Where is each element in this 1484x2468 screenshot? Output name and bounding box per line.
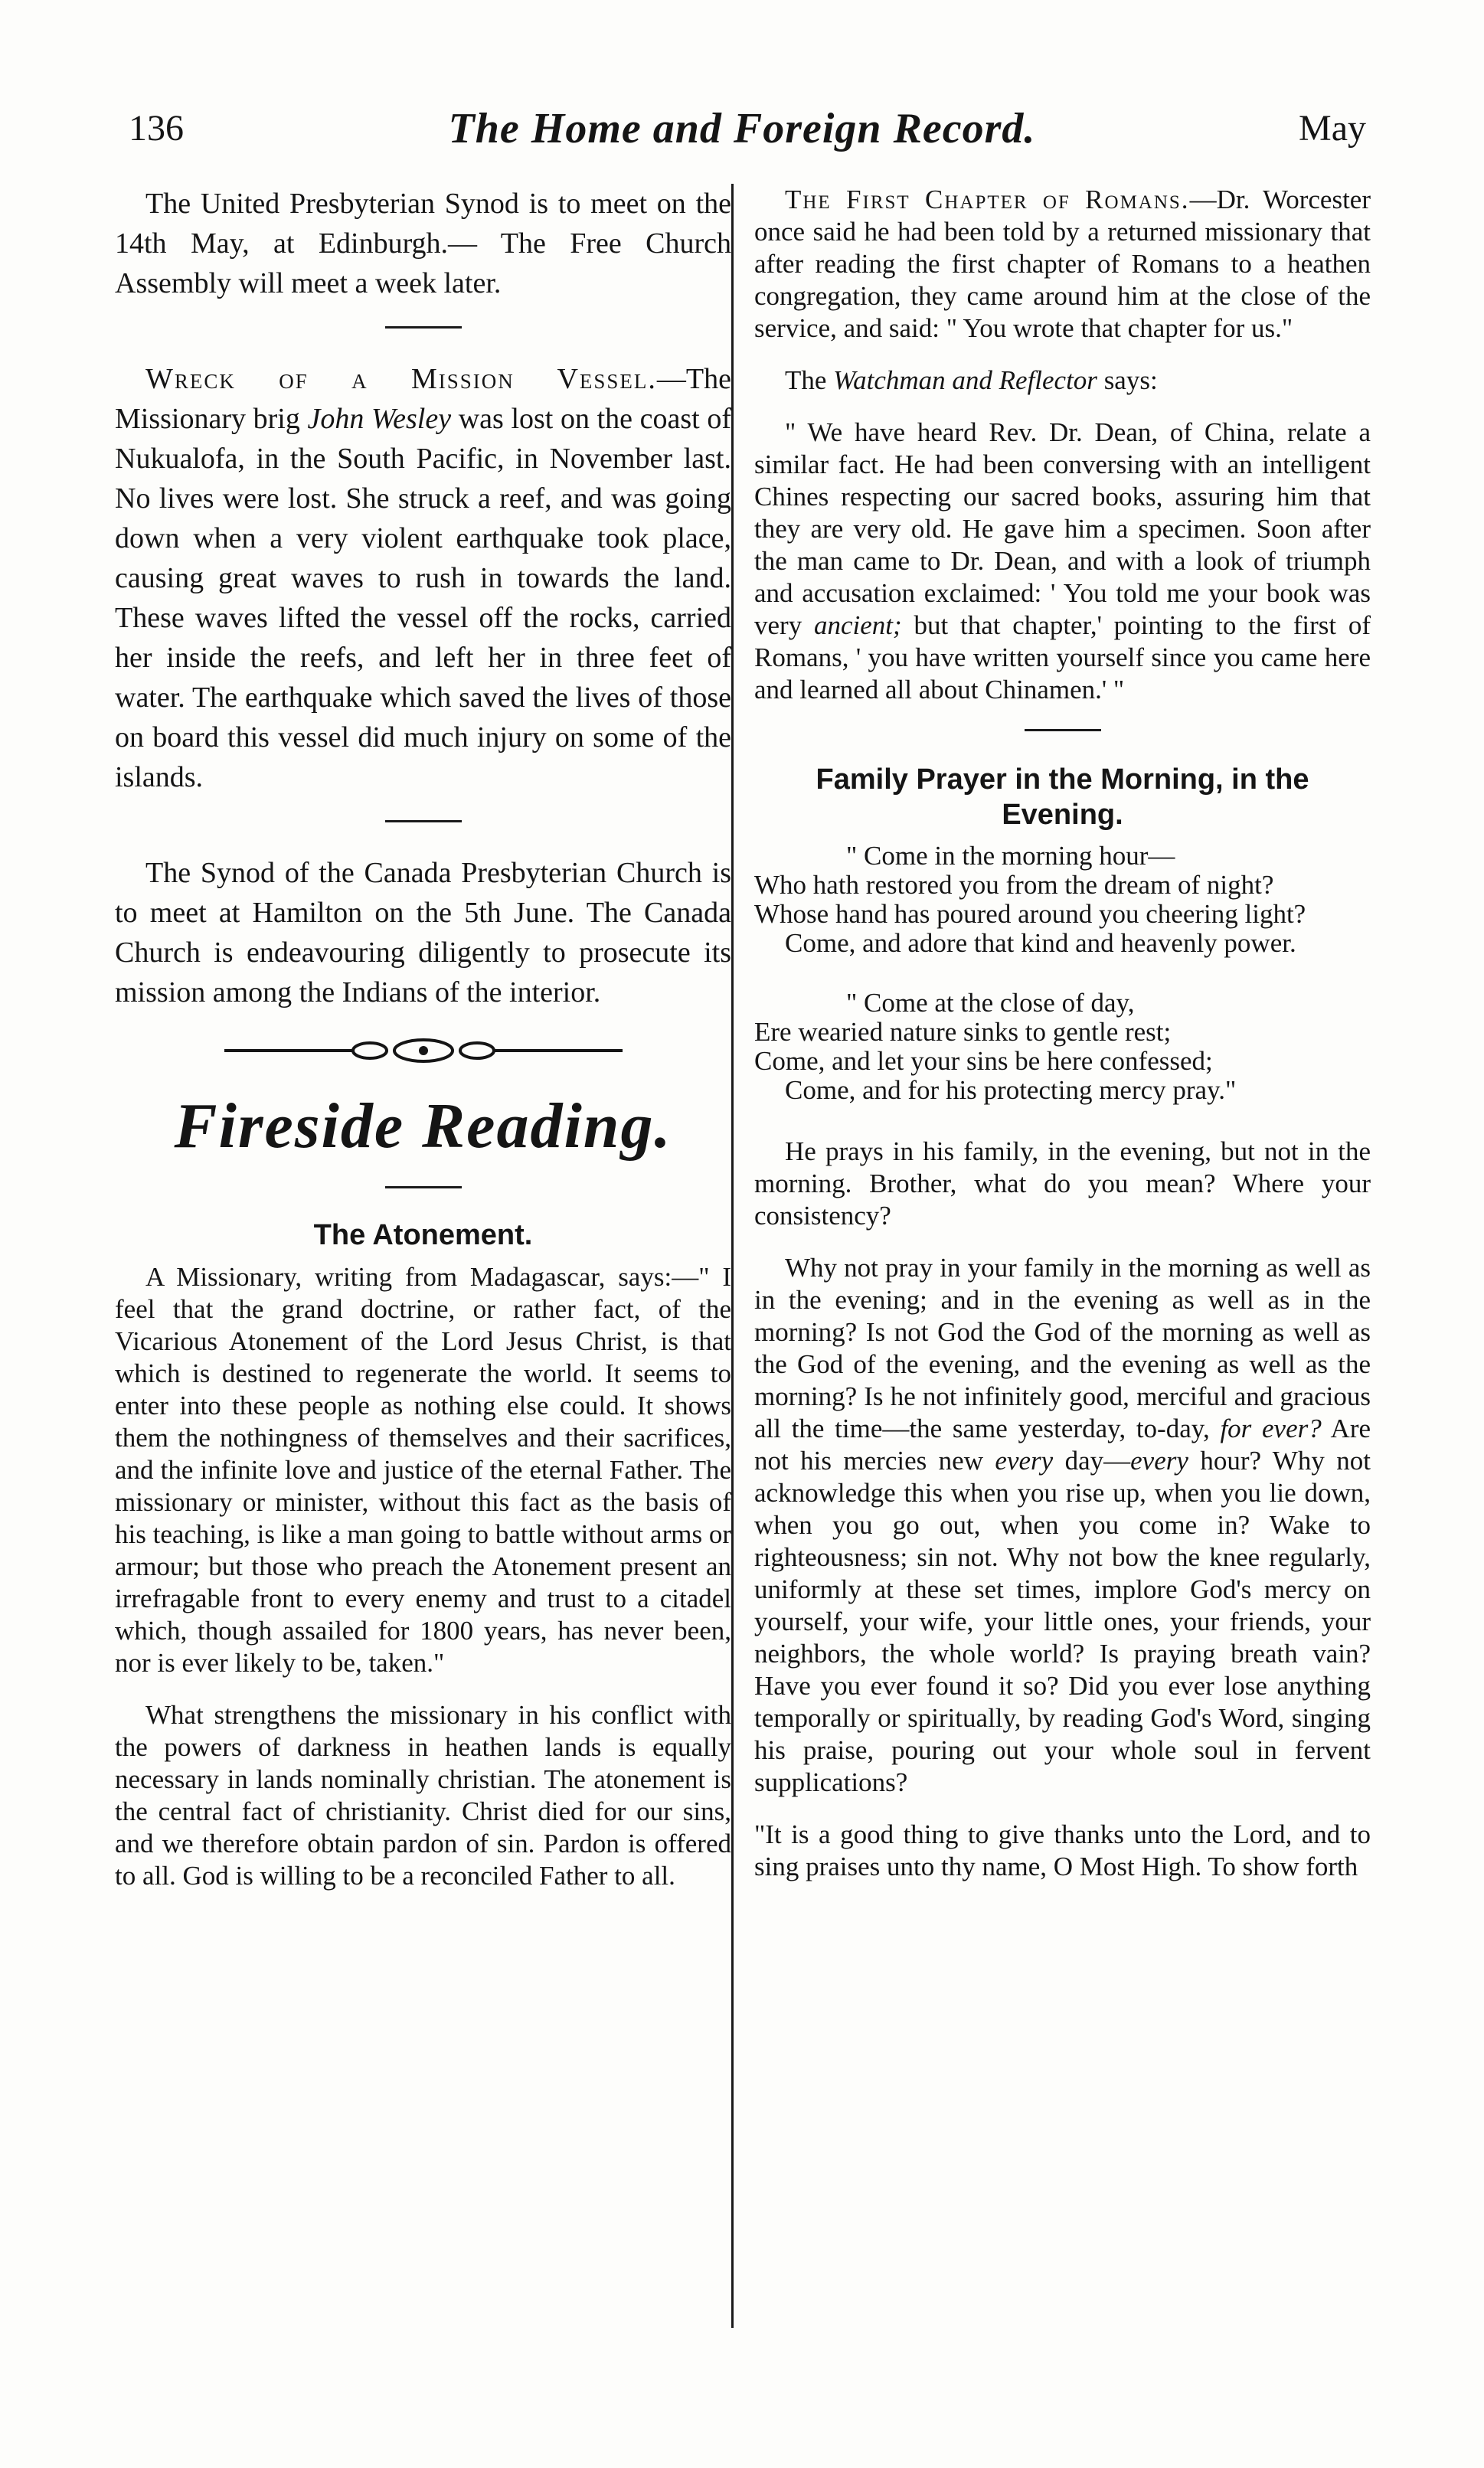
- poem-line: Whose hand has poured around you cheering light?: [754, 899, 1306, 929]
- running-header: [115, 107, 1369, 161]
- romans-quote: [754, 417, 1371, 706]
- poem-line: Who hath restored you from the dream of night?: [754, 870, 1274, 900]
- romans-article: [754, 184, 1371, 345]
- right-column: [754, 184, 1371, 1903]
- romans-intro-text: says:: [1103, 365, 1158, 395]
- poem-line: Come, and for his protecting mercy pray.": [785, 1075, 1237, 1105]
- ship-name: John Wesley: [307, 403, 452, 435]
- poem-line: Ere wearied nature sinks to gentle rest;: [754, 1017, 1172, 1047]
- wreck-article: [115, 359, 731, 797]
- romans-intro-text: The: [785, 365, 827, 395]
- poem-line: " Come at the close of day,: [846, 988, 1135, 1018]
- poem-stanza: [754, 989, 1371, 1105]
- canada-synod-note: The Synod of the Canada Presbyterian Church is to meet at Hamilton on the 5th June. The Canada Church is endeavouring diligently to prosecute its mission among the Indians of the interior.: [115, 857, 731, 1008]
- prayer-emphasis: every: [995, 1446, 1054, 1476]
- romans-quote-emphasis: ancient;: [814, 610, 902, 640]
- page-number: 136: [129, 108, 184, 149]
- wreck-text-start: —The Missionary brig: [115, 363, 731, 435]
- synod-note: The United Presbyterian Synod is to meet on the 14th May, at Edinburgh.— The Free Church Assembly will meet a week later.: [115, 188, 731, 299]
- prayer-emphasis: every: [1130, 1446, 1188, 1476]
- article-title: The Atonement.: [313, 1219, 533, 1251]
- journal-title: The Home and Foreign Record.: [448, 105, 1036, 152]
- prayer-paragraph: [754, 1252, 1371, 1799]
- column-divider: [731, 184, 734, 2328]
- article-title: Family Prayer in the Morning, in the Evening.: [816, 763, 1309, 831]
- section-title: Fireside Reading.: [174, 1090, 672, 1162]
- romans-quote-text: " We have heard Rev. Dr. Dean, of China, relate a similar fact. He had been conversing with an intelligent Chines respecting our sacred books, assuring him that they are very old. He gave him a specimen. Soon after the man came to Dr. Dean, and with a look of triumph and accusation exclaimed: ' You told me your book was very: [754, 417, 1371, 640]
- prayer-text: hour? Why not acknowledge this when you rise up, when you lie down, when you go out, when you come in? Wake to righteousness; sin not. Why not bow the knee regularly, uniformly at these set times, implore God's mercy on yourself, your wife, your little ones, your friends, your neighbors, the whole world? Is praying breath vain? Have you ever found it so? Did you ever lose anything temporally or spiritually, by reading God's Word, singing his praise, pouring out your whole soul in fervent supplications?: [754, 1446, 1371, 1797]
- separator-rule: [385, 1186, 462, 1188]
- issue-month: May: [1299, 108, 1366, 149]
- prayer-text: Why not pray in your family in the morning as well as in the evening; and in the evening as well as in the morning? Is not God the God of the morning as well as the God of the evening, and the evening as well as the morning? Is he not infinitely good, merciful and gracious all the time—the same yesterday, to-day,: [754, 1253, 1371, 1443]
- prayer-text: day—: [1064, 1446, 1131, 1476]
- wreck-text-rest: was lost on the coast of Nukualofa, in the South Pacific, in November last. No lives were lost. She struck a reef, and was going down when a very violent earthquake took place, causing great waves to rush in towards the land. These waves lifted the vessel off the rocks, carried her inside the reefs, and left her in three feet of water. The earthquake which saved the lives of those on board this vessel did much injury on some of the islands.: [115, 403, 732, 793]
- prayer-paragraph: He prays in his family, in the evening, but not in the morning. Brother, what do you mean? Where your consistency?: [754, 1136, 1371, 1231]
- poem-line: Come, and adore that kind and heavenly power.: [785, 928, 1296, 958]
- atonement-paragraph: A Missionary, writing from Madagascar, says:—" I feel that the grand doctrine, or rather fact, of the Vicarious Atonement of the Lord Jesus Christ, is that which is destined to regenerate the world. It seems to enter into these people as nothing else could. It shows them the nothingness of themselves and their sacrifices, and the infinite love and justice of the eternal Father. The missionary or minister, without this fact as the basis of his teaching, is like a man going to battle without arms or armour; but those who preach the Atonement present an irrefragable front to every enemy and trust to a citadel which, though assailed for 1800 years, has never been, nor is ever likely to be, taken.": [115, 1262, 731, 1678]
- prayer-paragraph: "It is a good thing to give thanks unto the Lord, and to sing praises unto thy name, O Most High. To show forth: [754, 1819, 1371, 1881]
- prayer-emphasis: for ever?: [1220, 1414, 1322, 1443]
- prayer-text: Are not his mercies new: [754, 1414, 1371, 1476]
- poem-stanza: [754, 842, 1371, 958]
- separator-rule: [385, 820, 462, 822]
- poem-line: " Come in the morning hour—: [846, 841, 1175, 871]
- newspaper-name: Watchman and Reflector: [833, 365, 1097, 395]
- atonement-paragraph: What strengthens the missionary in his conflict with the powers of darkness in heathen lands is equally necessary in lands nominally christian. The atonement is the central fact of christianity. Christ died for our sins, and we therefore obtain pardon of sin. Pardon is offered to all. God is willing to be a reconciled Father to all.: [115, 1700, 731, 1891]
- romans-quote-text: but that chapter,' pointing to the first of Romans, ' you have written yourself since you came here and learned all about Chinamen.' ": [754, 610, 1371, 704]
- separator-rule: [385, 326, 462, 329]
- separator-rule: [1025, 729, 1101, 731]
- ornamental-divider-icon: [224, 1035, 623, 1066]
- romans-heading: The First Chapter of Romans.: [785, 185, 1190, 214]
- poem-line: Come, and let your sins be here confessed;: [754, 1046, 1213, 1076]
- wreck-heading: Wreck of a Mission Vessel.: [145, 363, 657, 395]
- romans-text: —Dr. Worcester once said he had been told by a returned missionary that after reading the first chapter of Romans to a heathen congregation, they came around him at the close of the service, and said: " You wrote that chapter for us.": [754, 185, 1371, 343]
- romans-intro: [754, 364, 1371, 397]
- left-column: [115, 184, 731, 1912]
